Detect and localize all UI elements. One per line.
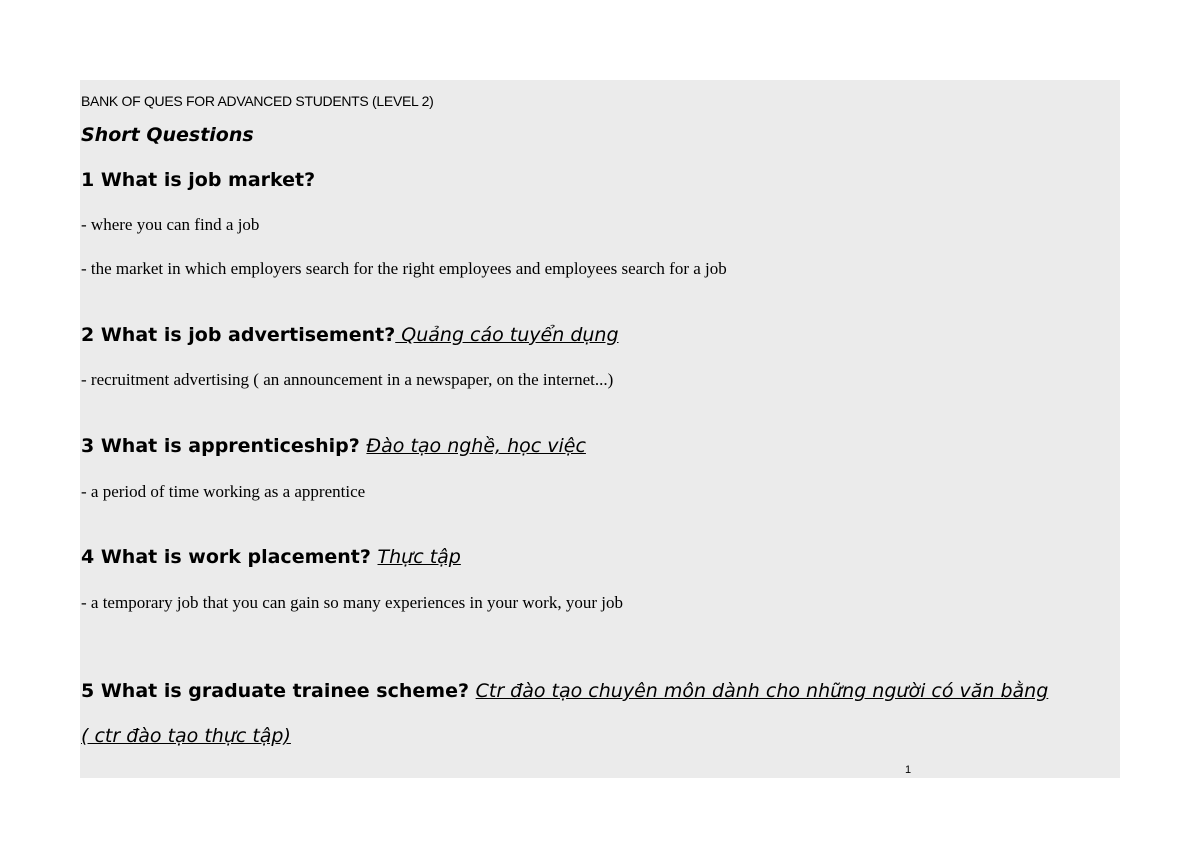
question-4-translation: Thực tập [377,546,461,568]
question-3-translation: Đào tạo nghề, học việc [366,435,586,457]
answer-2-1: - recruitment advertising ( an announcement in a newspaper, on the internet...) [81,370,614,389]
question-1 [81,169,315,191]
answer-3-1: - a period of time working as a apprentice [81,482,366,501]
section-title: Short Questions [81,124,254,146]
question-5-text: 5 What is graduate trainee scheme? [81,680,476,702]
question-2 [81,324,619,346]
answer-1-1: - where you can find a job [81,215,260,234]
question-3 [81,435,586,457]
answer-1-2: - the market in which employers search for the right employees and employees search for a job [81,259,727,278]
question-5 [81,680,1048,702]
question-3-text: 3 What is apprenticeship? [81,435,367,457]
question-1-text: 1 What is job market? [81,169,316,191]
question-5-translation: Ctr đào tạo chuyên môn dành cho những người có văn bằng [475,680,1049,702]
question-4-text: 4 What is work placement? [81,546,378,568]
question-2-text: 2 What is job advertisement? [81,324,396,346]
page-number: 1 [905,764,912,776]
question-2-translation: Quảng cáo tuyển dụng [395,324,619,346]
question-4 [81,546,461,568]
document-header: BANK OF QUES FOR ADVANCED STUDENTS (LEVEL 2) [81,93,434,109]
question-5-translation-cont: ( ctr đào tạo thực tập) [81,725,291,747]
answer-4-1: - a temporary job that you can gain so many experiences in your work, your job [81,593,623,612]
